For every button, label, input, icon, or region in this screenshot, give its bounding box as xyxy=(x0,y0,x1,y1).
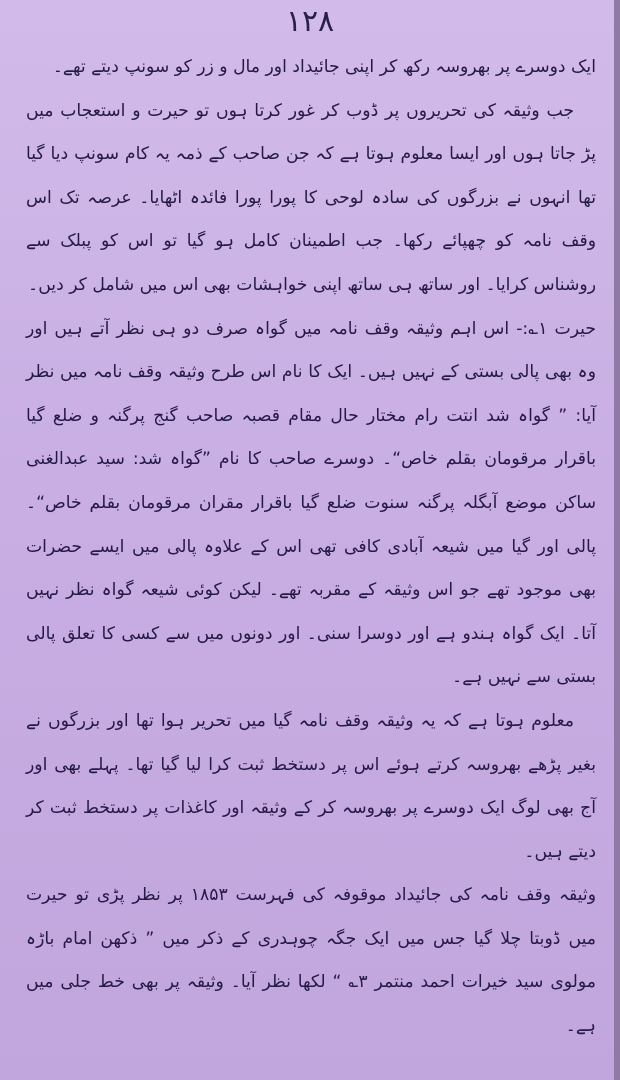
page-edge xyxy=(614,0,620,1080)
paragraph-2: جب وثیقہ کی تحریروں پر ڈوب کر غور کرتا ہوں تو حیرت و استعجاب میں پڑ جاتا ہوں اور ایسا معلوم ہوتا ہے کہ جن صاحب کے ذمہ یہ کام سونپ دیا گیا تھا انہوں نے بزرگوں کی سادہ لوحی کا پورا پورا فائدہ اٹھایا۔ عرصہ تک اس وقف نامہ کو چھپائے رکھا۔ جب اطمینان کامل ہو گیا تو اس کو پبلک سے روشناس کرایا۔ اور ساتھ ہی ساتھ اپنی خواہشات بھی اس میں شامل کر دیں۔ xyxy=(26,100,596,295)
paragraph-4: معلوم ہوتا ہے کہ یہ وثیقہ وقف نامہ گیا میں تحریر ہوا تھا اور بزرگوں نے بغیر پڑھے بھروسہ کرتے ہوئے اس پر دستخط ثبت کرا لیا گیا تھا۔ پہلے بھی اور آج بھی لوگ ایک دوسرے پر بھروسہ کر کے وثیقہ اور کاغذات پر دستخط ثبت کر دیتے ہیں۔ xyxy=(26,710,596,862)
paragraph-1: ایک دوسرے پر بھروسہ رکھ کر اپنی جائیداد اور مال و زر کو سونپ دیتے تھے۔ xyxy=(52,57,596,77)
paragraph-5: وثیقہ وقف نامہ کی جائیداد موقوفہ کی فہرست ۱۸۵۳ پر نظر پڑی تو حیرت میں ڈوبتا چلا گیا جس میں ایک جگہ چوہدری کے ذکر میں ” ذکھن امام باڑہ مولوی سید خیرات احمد منتمر ۳؎ “ لکھا نظر آیا۔ وثیقہ پر بھی خط جلی میں ہے۔ xyxy=(26,885,596,1037)
body-text xyxy=(26,46,596,1049)
paragraph-3: حیرت ۱؎:- اس اہم وثیقہ وقف نامہ میں گواہ صرف دو ہی نظر آتے ہیں اور وہ بھی پالی بستی کے نہیں ہیں۔ ایک کا نام اس طرح وثیقہ وقف نامہ میں نظر آیا: ” گواہ شد انتت رام مختار حال مقام قصبہ صاحب گنج پرگنہ و ضلع گیا باقرار مرقومان بقلم خاص“۔ دوسرے صاحب کا نام ”گواہ شد: سید عبدالغنی ساکن موضع آبگلہ پرگنہ سنوت ضلع گیا باقرار مقران مرقومان بقلم خاص“۔ پالی اور گیا میں شیعہ آبادی کافی تھی اس کے علاوہ پالی میں ایسے حضرات بھی موجود تھے جو اس وثیقہ کے مقربہ تھے۔ لیکن کوئی شیعہ گواہ نظر نہیں آتا۔ ایک گواہ ہندو ہے اور دوسرا سنی۔ اور دونوں میں سے کسی کا تعلق پالی بستی سے نہیں ہے۔ xyxy=(26,318,596,688)
page-number: ۱۲۸ xyxy=(285,4,335,39)
